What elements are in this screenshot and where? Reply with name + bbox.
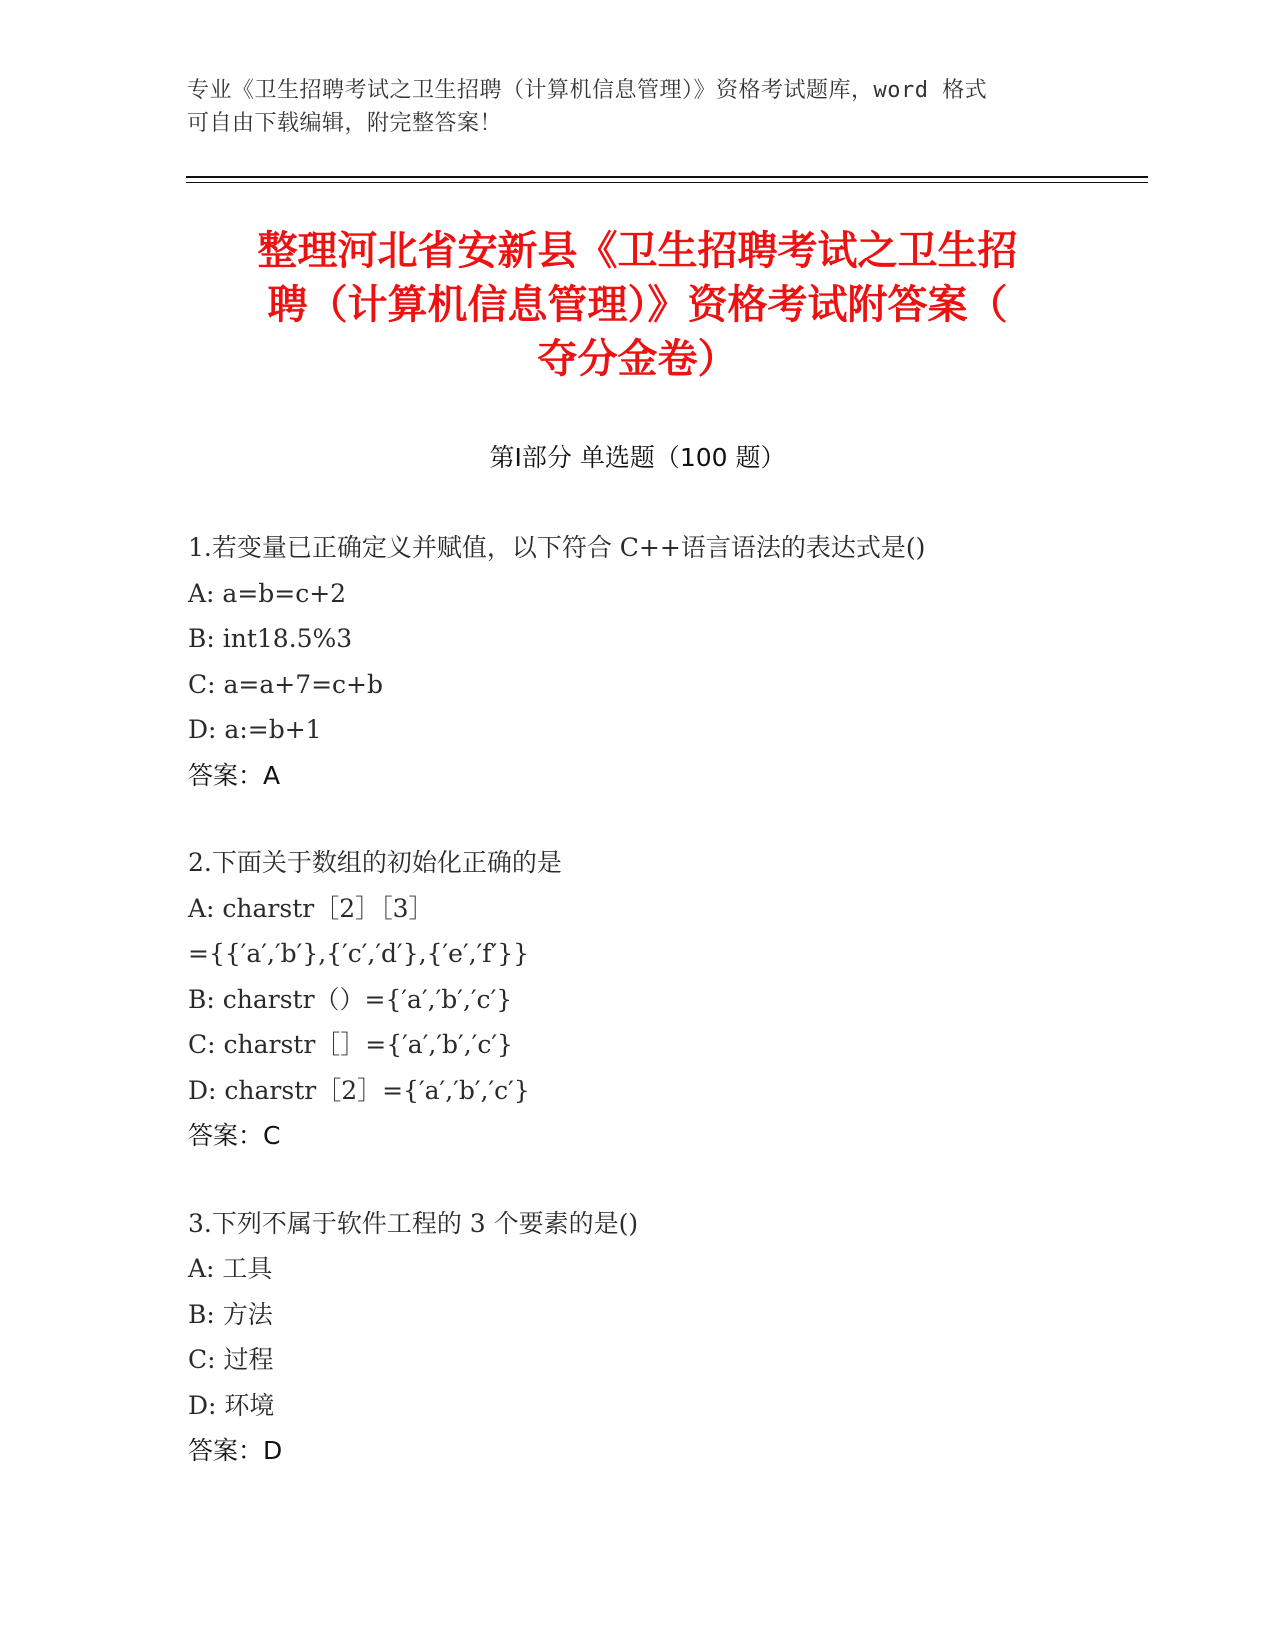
header-note <box>187 74 1087 140</box>
document-title-line-2: 聘（计算机信息管理）》资格考试附答案（ <box>267 282 1008 328</box>
question-2 <box>188 840 1148 1159</box>
document-title-line-1: 整理河北省安新县《卫生招聘考试之卫生招 <box>257 228 1018 274</box>
option-c: C: charstr［］={′a′,′b′,′c′} <box>188 1030 513 1059</box>
answer: 答案：D <box>188 1436 283 1465</box>
option-d: D: a:=b+1 <box>188 715 322 744</box>
header-note-line-2: 可自由下载编辑，附完整答案！ <box>187 111 503 136</box>
document-title-line-3: 夺分金卷） <box>537 336 738 382</box>
question-1 <box>188 525 1148 798</box>
option-c: C: 过程 <box>188 1345 274 1374</box>
question-3 <box>188 1201 1148 1474</box>
option-a: A: 工具 <box>188 1254 273 1283</box>
answer: 答案：C <box>188 1121 281 1150</box>
option-b: B: int18.5%3 <box>188 624 353 653</box>
option-d: D: 环境 <box>188 1390 275 1420</box>
header-divider-thin <box>186 182 1148 183</box>
option-c: C: a=a+7=c+b <box>188 669 384 699</box>
header-divider-thick <box>186 176 1148 178</box>
option-b: B: charstr（）={′a′,′b′,′c′} <box>188 984 513 1014</box>
option-b: B: 方法 <box>188 1299 273 1329</box>
question-stem: 3.下列不属于软件工程的 3 个要素的是() <box>188 1208 639 1238</box>
question-stem: 1.若变量已正确定义并赋值，以下符合 C++语言语法的表达式是() <box>188 533 926 562</box>
option-d: D: charstr［2］={′a′,′b′,′c′} <box>188 1075 530 1105</box>
question-list <box>188 525 1148 1516</box>
header-note-line-1: 专业《卫生招聘考试之卫生招聘（计算机信息管理）》资格考试题库，word 格式 <box>187 78 988 103</box>
section-heading: 第Ⅰ部分 单选题（100 题） <box>489 443 786 472</box>
option-a-continued: ={{′a′,′b′},{′c′,′d′},{′e′,′f′}} <box>188 939 530 968</box>
option-a: A: a=b=c+2 <box>188 578 347 608</box>
question-stem: 2.下面关于数组的初始化正确的是 <box>188 848 562 877</box>
option-a: A: charstr［2］［3］ <box>188 893 434 923</box>
answer: 答案：A <box>188 760 281 790</box>
document-title <box>190 224 1085 386</box>
